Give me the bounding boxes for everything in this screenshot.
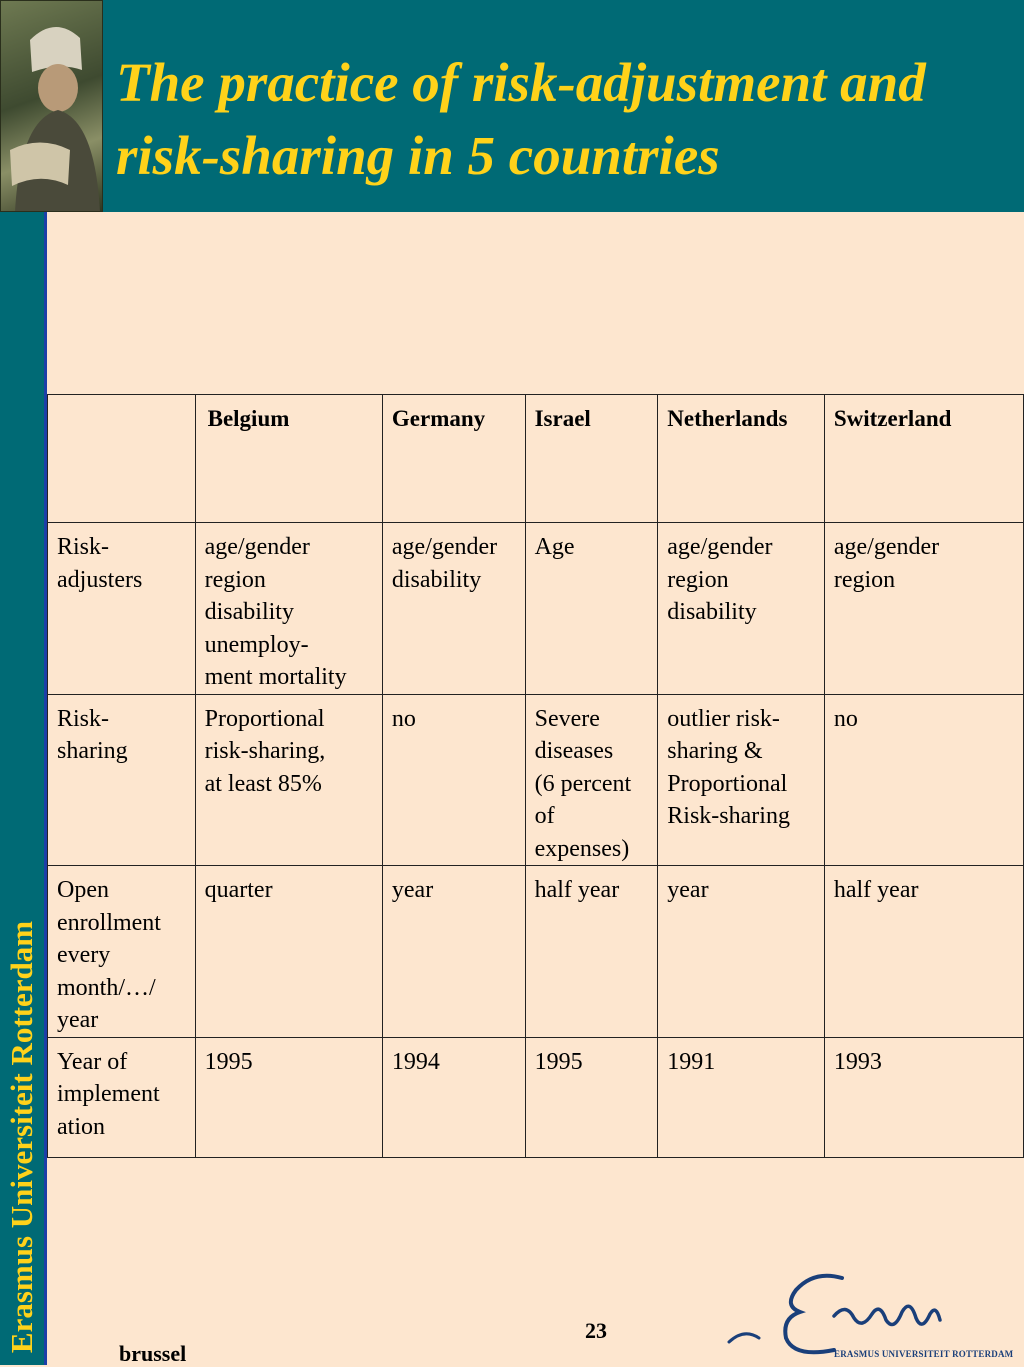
title-line-1: The practice of risk-adjustment and xyxy=(116,52,926,113)
page-number: 23 xyxy=(585,1318,607,1343)
row-label-year-of-implementation: Year of implement ation xyxy=(48,1037,196,1157)
header-bar xyxy=(0,0,1024,212)
table-row xyxy=(48,523,1024,695)
table-cell: age/gender region disability unemploy- ment mortality xyxy=(195,523,382,695)
table-row xyxy=(48,694,1024,866)
erasmus-portrait-image xyxy=(0,0,103,212)
footer-location: brussel xyxy=(119,1341,187,1366)
table-cell: no xyxy=(382,694,525,866)
table-cell: 1994 xyxy=(382,1037,525,1157)
header-cell-empty xyxy=(48,395,196,523)
table-cell: Age xyxy=(525,523,658,695)
table-cell: Proportional risk-sharing, at least 85% xyxy=(195,694,382,866)
row-label-open-enrollment: Open enrollment every month/…/ year xyxy=(48,866,196,1038)
header-cell-germany: Germany xyxy=(382,395,525,523)
table-cell: quarter xyxy=(195,866,382,1038)
table-cell: age/gender disability xyxy=(382,523,525,695)
table-cell: 1995 xyxy=(195,1037,382,1157)
table-cell: half year xyxy=(525,866,658,1038)
table-cell: no xyxy=(824,694,1023,866)
slide-title xyxy=(116,46,1016,192)
table-cell: year xyxy=(382,866,525,1038)
table-cell: year xyxy=(658,866,825,1038)
row-label-risk-sharing: Risk- sharing xyxy=(48,694,196,866)
table-row xyxy=(48,866,1024,1038)
table-cell: Severe diseases (6 percent of expenses) xyxy=(525,694,658,866)
header-cell-israel: Israel xyxy=(525,395,658,523)
table-header-row xyxy=(48,395,1024,523)
table-cell: 1993 xyxy=(824,1037,1023,1157)
logo-caption: ERASMUS UNIVERSITEIT ROTTERDAM xyxy=(834,1349,1014,1359)
title-line-2: risk-sharing in 5 countries xyxy=(116,125,720,186)
header-cell-netherlands: Netherlands xyxy=(658,395,825,523)
comparison-table xyxy=(47,394,1024,1158)
table-cell: half year xyxy=(824,866,1023,1038)
header-cell-switzerland: Switzerland xyxy=(824,395,1023,523)
table-cell: age/gender region disability xyxy=(658,523,825,695)
table-cell: 1991 xyxy=(658,1037,825,1157)
table-cell: 1995 xyxy=(525,1037,658,1157)
table-row xyxy=(48,1037,1024,1157)
sidebar-band xyxy=(0,212,44,1365)
table-cell: age/gender region xyxy=(824,523,1023,695)
sidebar-university-name: Erasmus Universiteit Rotterdam xyxy=(4,920,39,1354)
header-cell-belgium: Belgium xyxy=(195,395,382,523)
table-cell: outlier risk- sharing & Proportional Risk-sharing xyxy=(658,694,825,866)
row-label-risk-adjusters: Risk- adjusters xyxy=(48,523,196,695)
